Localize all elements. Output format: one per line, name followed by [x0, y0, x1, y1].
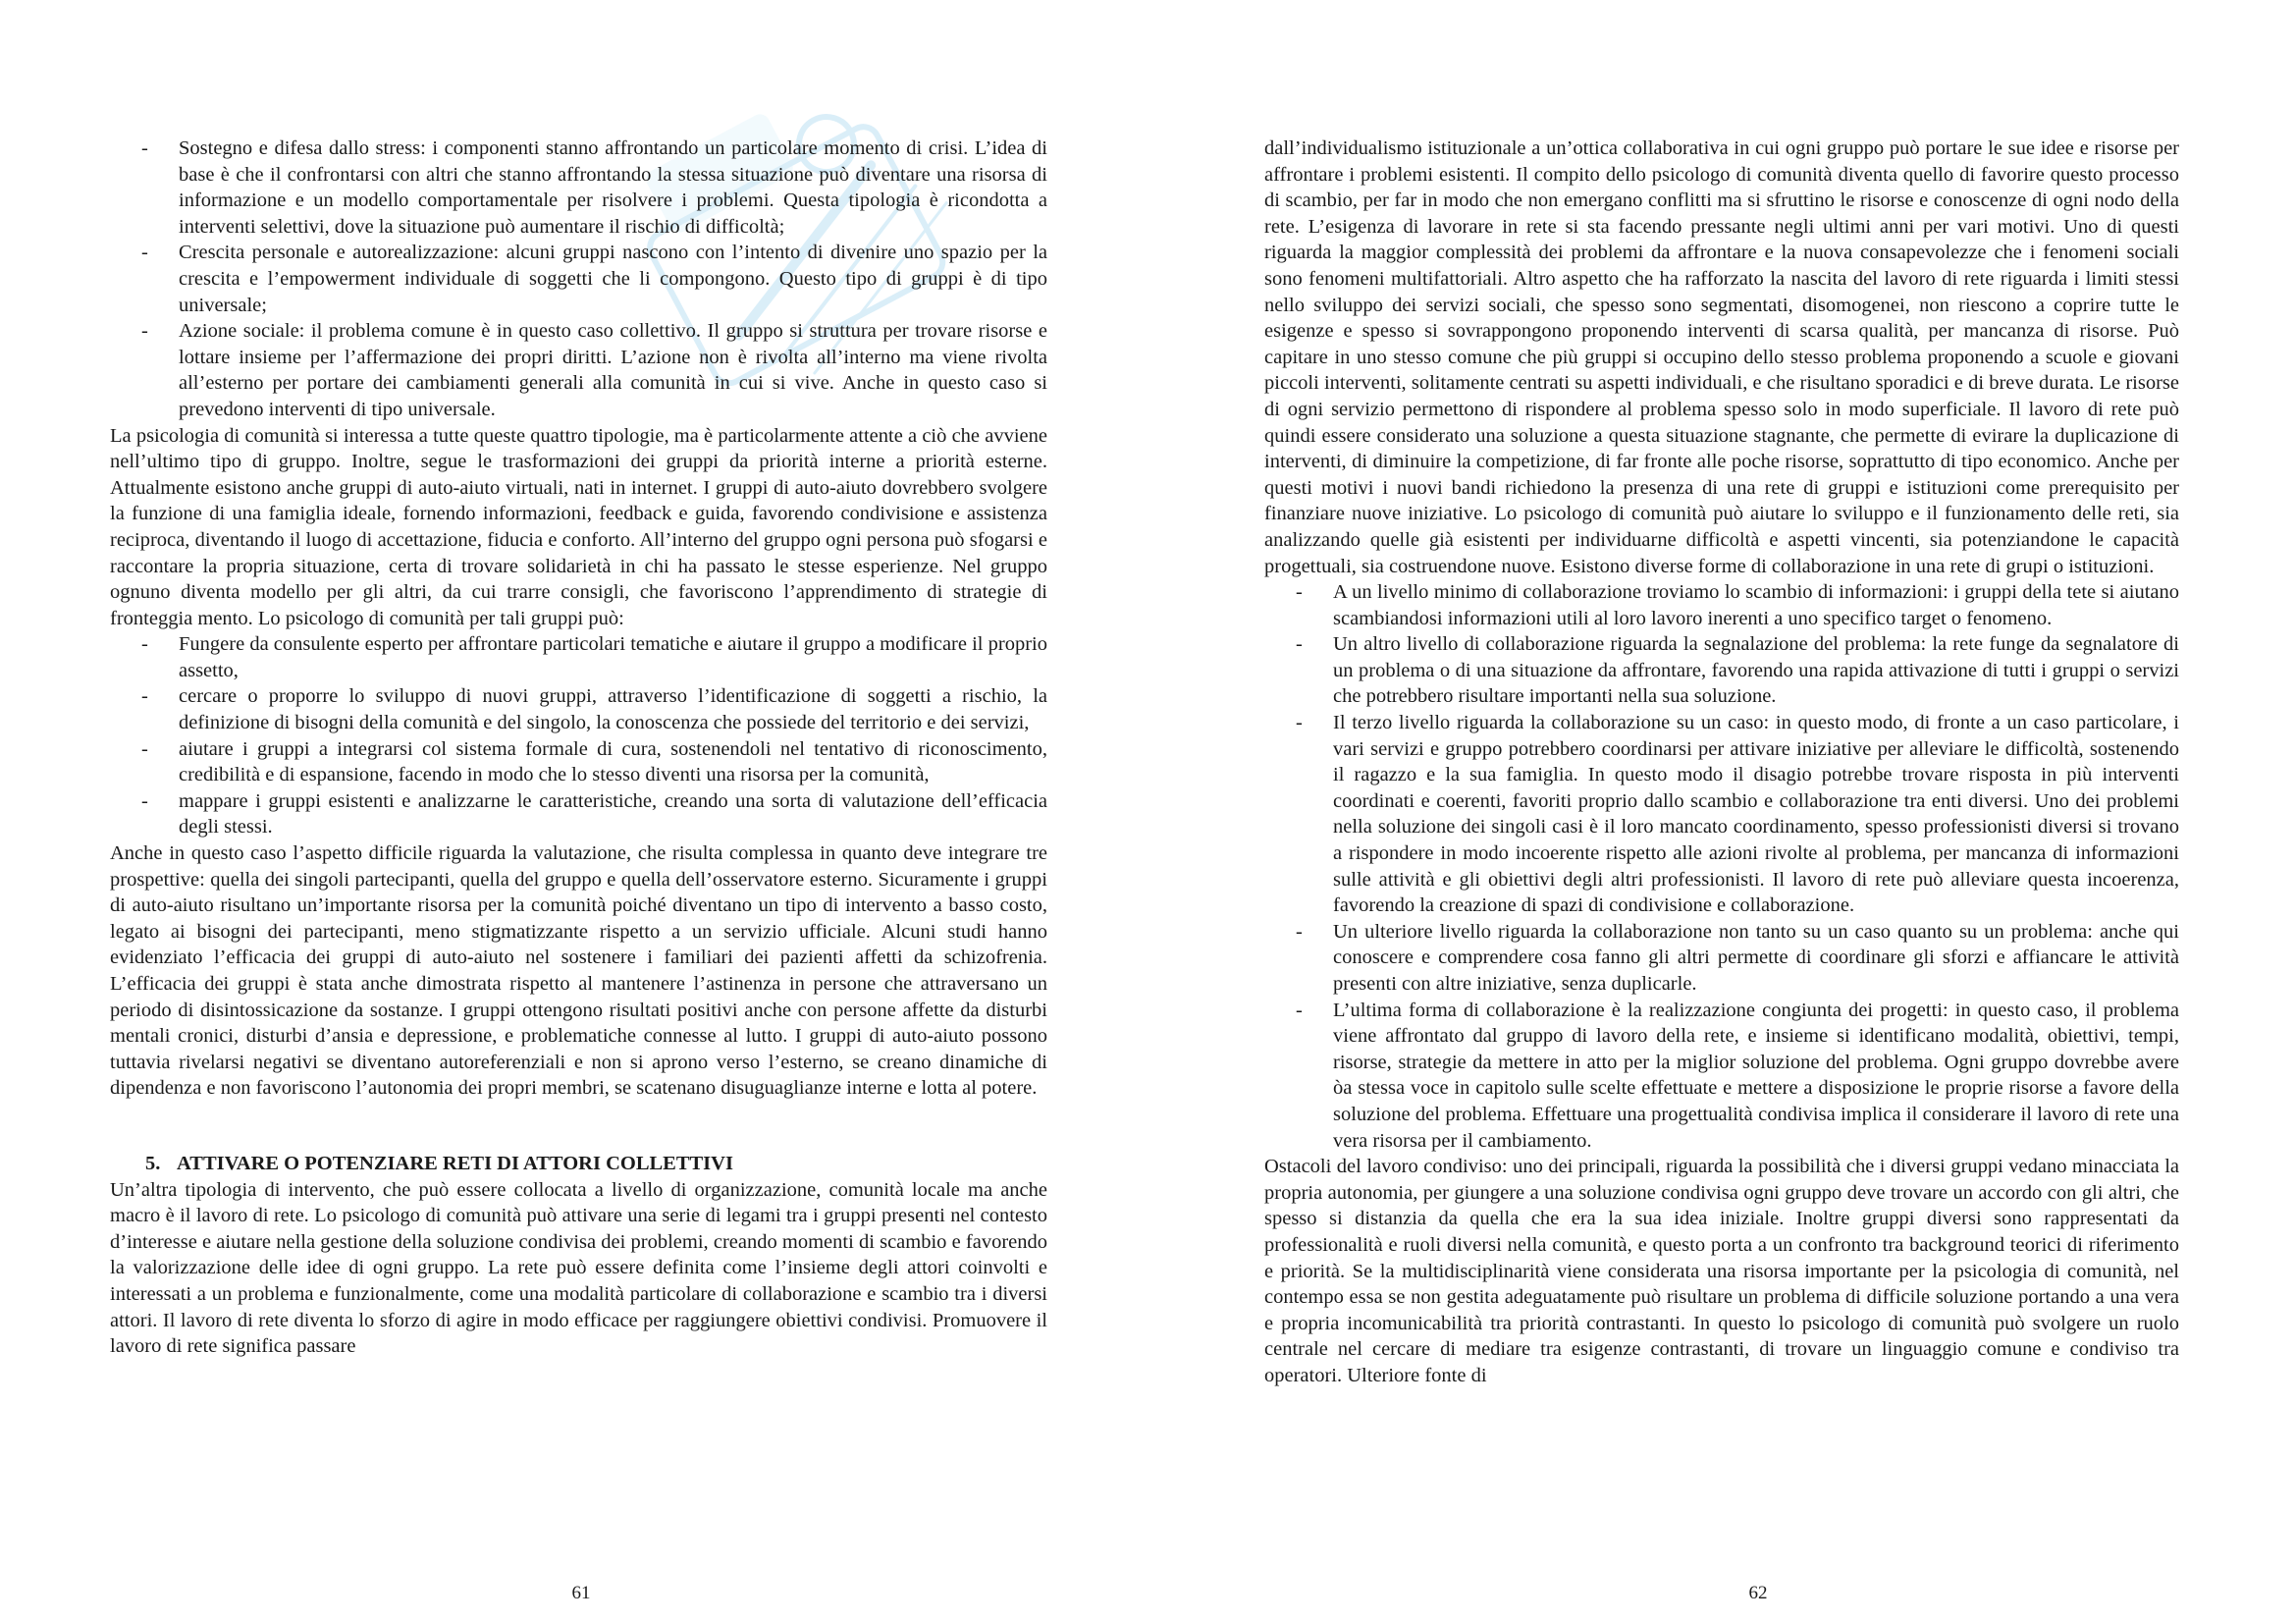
list-item: - Il terzo livello riguarda la collaborazione su un caso: in questo modo, di fronte a un caso particolare, i vari servizi e gruppo potrebbero coordinarsi per attivare iniziative per alleviare le difficoltà, sostenendo il ragazzo e la sua famiglia. In questo modo il disagio potrebbe trovare risposta in più interventi coordinati e coerenti, favoriti proprio dallo scambio e collaborazione tra enti diversi. Uno dei problemi nella soluzione dei singoli casi è il loro mancato coordinamento, spesso professionisti diversi si trovano a rispondere in modo incoerente rispetto alle azioni rivolte al problema, per mancanza di informazioni sulle attività e gli obiettivi degli altri professionisti. Il lavoro di rete può alleviare questa incoerenza, favorendo la creazione di spazi di condivisione e collaborazione.: [1333, 710, 2179, 919]
section-heading: [110, 1151, 1047, 1177]
paragraph: dall’individualismo istituzionale a un’ottica collaborativa in cui ogni gruppo può portare le sue idee e risorse per affrontare i problemi esistenti. Il compito dello psicologo di comunità diventa quello di favorire questo processo di scambio, per far in modo che non emergano conflitti ma si sfruttino le risorse e conoscenze di ogni nodo della rete. L’esigenza di lavorare in rete si sta facendo pressante negli ultimi anni per vari motivi. Uno di questi riguarda la maggior complessità dei problemi da affrontare e la nuova consapevolezze che i fenomeni sociali sono fenomeni multifattoriali. Altro aspetto che ha rafforzato la nascita del lavoro di rete riguarda i limiti stessi nello sviluppo dei servizi sociali, che spesso sono segmentati, disomogenei, non riescono a coprire tutte le esigenze e spesso si sovrappongono proponendo interventi di scarsa qualità, per mancanza di risorse. Può capitare in uno stesso comune che più gruppi si occupino dello stesso problema proponendo a scuole e giovani piccoli interventi, solitamente centrati su aspetti individuali, e che risultano sporadici e di breve durata. Le risorse di ogni servizio permettono di rispondere al problema spesso solo in modo superficiale. Il lavoro di rete può quindi essere considerato una soluzione a questa situazione stagnante, che permette di evirare la duplicazione di interventi, di diminuire la competizione, di far fronte alle poche risorse, soprattutto di tipo economico. Anche per questi motivi i nuovi bandi richiedono la presenza di una rete di gruppi e istituzioni come prerequisito per finanziare nuove iniziative. Lo psicologo di comunità può aiutare lo sviluppo e il funzionamento delle reti, sia analizzando quelle già esistenti per individuarne difficoltà e aspetti vincenti, sia potenziandone le capacità progettuali, sia costruendone nuove. Esistono diverse forme di collaborazione in una rete di grupi o istituzioni.: [1264, 137, 2179, 577]
list-item: - Un altro livello di collaborazione riguarda la segnalazione del problema: la rete funge da segnalatore di un problema o di una situazione da affrontare, favorendo una rapida attivazione di tutti i gruppi o servizi che potrebbero risultare importanti nella sua soluzione.: [1333, 631, 2179, 710]
left-text-column: [110, 135, 1047, 1360]
list-item: - aiutare i gruppi a integrarsi col sistema formale di cura, sostenendoli nel tentativo di riconoscimento, credibilità e di espansione, facendo in modo che lo stesso diventi una risorsa per la comunità,: [179, 736, 1047, 788]
list-item: - Un ulteriore livello riguarda la collaborazione non tanto su un caso quanto su un problema: anche qui conoscere e comprendere cosa fanno gli altri permette di coordinare gli sforzi e affiancare le attività presenti con altre iniziative, senza duplicarle.: [1333, 919, 2179, 998]
list-item: - Crescita personale e autorealizzazione: alcuni gruppi nascono con l’intento di divenire uno spazio per la crescita e l’empowerment individuale di soggetti che li compongono. Questo tipo di gruppi è di tipo universale;: [179, 240, 1047, 318]
list-item: - cercare o proporre lo sviluppo di nuovi gruppi, attraverso l’identificazione di soggetti a rischio, la definizione di bisogni della comunità e del singolo, la conoscenza che possiede del territorio e dei servizi,: [179, 683, 1047, 735]
paragraph: Un’altra tipologia di intervento, che può essere collocata a livello di organizzazione, comunità locale ma anche macro è il lavoro di rete. Lo psicologo di comunità può attivare una serie di legami tra i gruppi presenti nel contesto d’interesse e aiutare nella gestione della soluzione condivisa dei problemi, creando momenti di scambio e favorendo la valorizzazione delle idee di ogni gruppo. La rete può essere definita come l’insieme degli attori coinvolti e interessati a un problema e funzionalmente, come una modalità particolare di collaborazione e scambio tra i diversi attori. Il lavoro di rete diventa lo sforzo di agire in modo efficace per raggiungere obiettivi condivisi. Promuovere il lavoro di rete significa passare: [110, 1178, 1047, 1358]
paragraph: La psicologia di comunità si interessa a tutte queste quattro tipologie, ma è particolarmente attente a ciò che avviene nell’ultimo tipo di gruppo. Inoltre, segue le trasformazioni dei gruppi da priorità interne a priorità esterne. Attualmente esistono anche gruppi di auto-aiuto virtuali, nati in internet. I gruppi di auto-aiuto dovrebbero svolgere la funzione di una famiglia ideale, fornendo informazioni, feedback e guida, favorendo condivisione e assistenza reciproca, diventando il luogo di accettazione, fiducia e conforto. All’interno del gruppo ogni persona può sfogarsi e raccontare la propria situazione, certa di trovare solidarietà in chi ha passato le stesse esperienze. Nel gruppo ognuno diventa modello per gli altri, da cui trarre consigli, che favoriscono l’apprendimento di strategie di fronteggia mento. Lo psicologo di comunità per tali gruppi può:: [110, 424, 1047, 629]
page-number: 61: [571, 1583, 591, 1603]
right-text-column: [1264, 135, 2179, 1389]
section-number: 5.: [145, 1152, 161, 1174]
list-item: - Azione sociale: il problema comune è in questo caso collettivo. Il gruppo si struttura per trovare risorse e lottare insieme per l’affermazione dei propri diritti. L’azione non è rivolta all’interno ma viene rivolta all’esterno per portare dei cambiamenti generali alla comunità in cui si vive. Anche in questo caso si prevedono interventi di tipo universale.: [179, 318, 1047, 422]
list-item: - Fungere da consulente esperto per affrontare particolari tematiche e aiutare il gruppo a modificare il proprio assetto,: [179, 631, 1047, 683]
right-bullet-list: [1264, 579, 2179, 1154]
paragraph: Ostacoli del lavoro condiviso: uno dei principali, riguarda la possibilità che i diversi gruppi vedano minacciata la propria autonomia, per giungere a una soluzione condivisa ogni gruppo deve trovare un accordo con gli altri, che spesso si distanzia da quella che era la sua idea iniziale. Inoltre gruppi diversi sono rappresentati da professionalità e ruoli diversi nella comunità, e questo porta a un confronto tra background teorici di riferimento e priorità. Se la multidisciplinarità viene considerata una risorsa importante per la psicologia di comunità, nel contempo essa se non gestita adeguatamente può risultare un problema di difficile soluzione portando a una vera e propria incomunicabilità tra priorità contrastanti. In questo lo psicologo di comunità può svolgere un ruolo centrale nel cercare di mediare tra esigenze contrastanti, di trovare un linguaggio comune e condiviso tra operatori. Ulteriore fonte di: [1264, 1156, 2179, 1386]
paragraph: Anche in questo caso l’aspetto difficile riguarda la valutazione, che risulta complessa in quanto deve integrare tre prospettive: quella dei singoli partecipanti, quella del gruppo e quella dell’osservatore esterno. Sicuramente i gruppi di auto-aiuto risultano un’importante risorsa per la comunità poiché diventano un tipo di intervento a basso costo, legato ai bisogni dei partecipanti, meno stigmatizzante rispetto a un servizio ufficiale. Alcuni studi hanno evidenziato l’efficacia dei gruppi di auto-aiuto nel sostenere i familiari dei pazienti affetti da schizofrenia. L’efficacia dei gruppi è stata anche dimostrata rispetto al mantenere l’astinenza in persone che attraversano un periodo di disintossicazione da sostanze. I gruppi ottengono risultati positivi anche con persone affette da disturbi mentali cronici, disturbi d’ansia e depressione, e problematiche connesse al lutto. I gruppi di auto-aiuto possono tuttavia rivelarsi negativi se diventano autoreferenziali e non si aprono verso l’esterno, se creano dinamiche di dipendenza e non favoriscono l’autonomia dei propri membri, se scatenano disuguaglianze interne e lotta al potere.: [110, 842, 1047, 1100]
section-title: ATTIVARE O POTENZIARE RETI DI ATTORI COLLETTIVI: [177, 1152, 733, 1174]
left-bullet-list-top: [110, 135, 1047, 423]
page-right: [1148, 0, 2296, 1623]
list-item: - A un livello minimo di collaborazione troviamo lo scambio di informazioni: i gruppi della tete si aiutano scambiandosi informazioni utili al loro lavoro inerenti a uno specifico target o fenomeno.: [1333, 579, 2179, 631]
left-bullet-list-mid: [110, 631, 1047, 840]
list-item: - Sostegno e difesa dallo stress: i componenti stanno affrontando un particolare momento di crisi. L’idea di base è che il confrontarsi con altri che stanno affrontando la stessa situazione può diventare una risorsa di informazione e un modello comportamentale per risolvere i problemi. Questa tipologia è ricondotta a interventi selettivi, dove la situazione può aumentare il rischio di difficoltà;: [179, 135, 1047, 240]
list-item: - mappare i gruppi esistenti e analizzarne le caratteristiche, creando una sorta di valutazione dell’efficacia degli stessi.: [179, 788, 1047, 840]
list-item: - L’ultima forma di collaborazione è la realizzazione congiunta dei progetti: in questo caso, il problema viene affrontato dal gruppo di lavoro della rete, e insieme si identificano modalità, obiettivi, tempi, risorse, strategie da mettere in atto per la miglior soluzione del problema. Ogni gruppo dovrebbe avere òa stessa voce in capitolo sulle scelte effettuate e mettere a disposizione le proprie risorse a favore della soluzione del problema. Effettuare una progettualità condivisa implica il considerare il lavoro di rete una vera risorsa per il cambiamento.: [1333, 998, 2179, 1155]
page-number: 62: [1748, 1583, 1768, 1603]
